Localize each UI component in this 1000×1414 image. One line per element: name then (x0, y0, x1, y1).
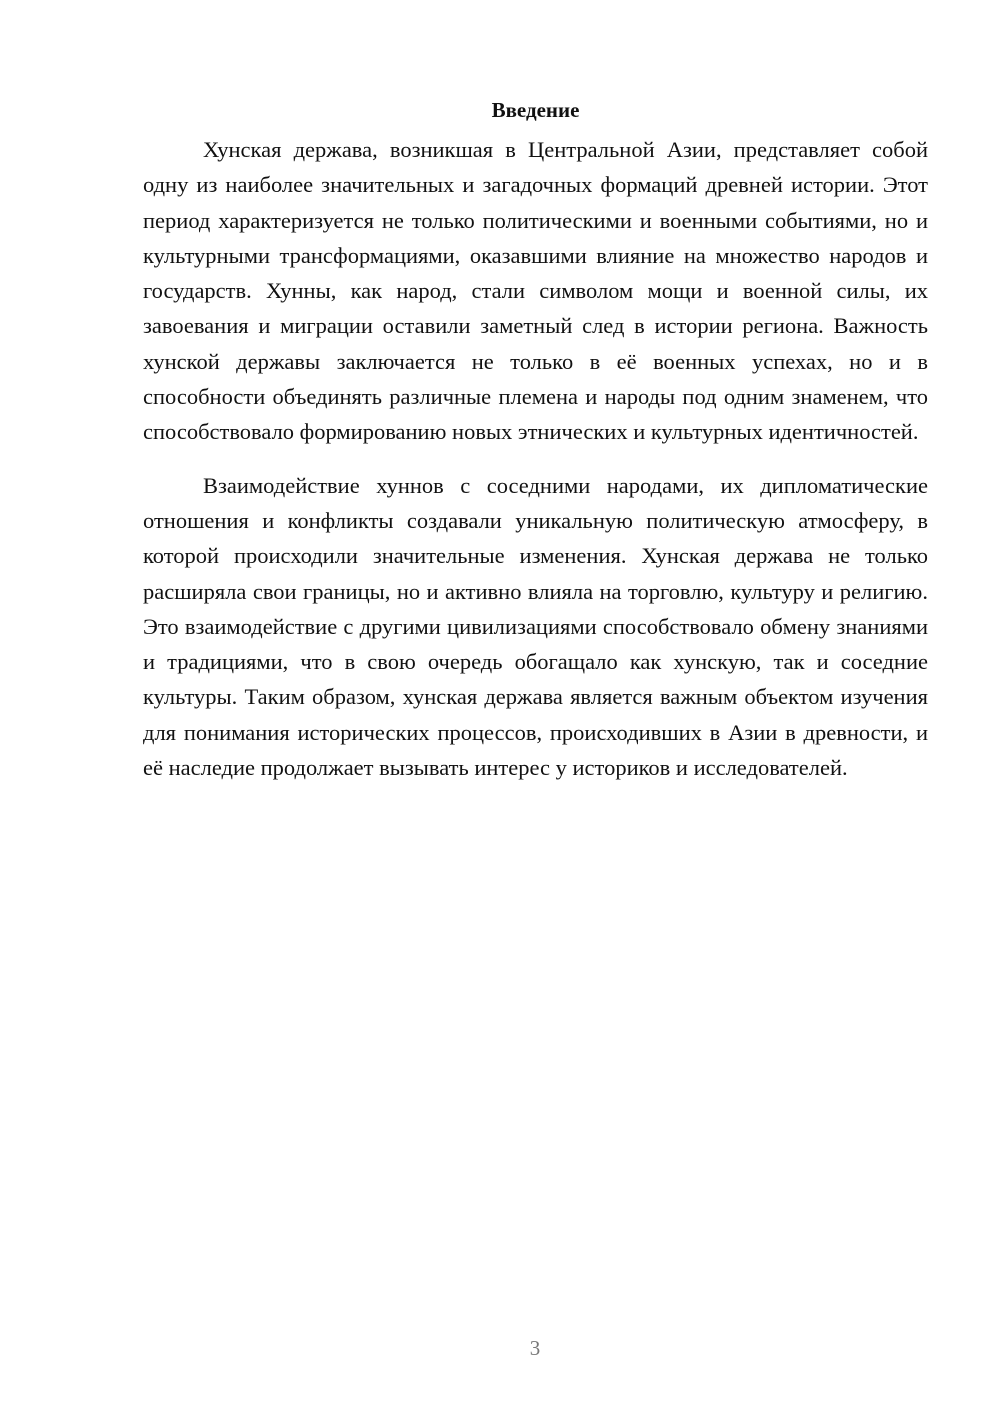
section-heading: Введение (491, 98, 580, 122)
paragraph-1: Хунская держава, возникшая в Центральной Азии, представляет собой одну из наиболее значительных и загадочных формаций древней истории. Этот период характеризуется не только политическими и военными событиями, но и культурными трансформациями, оказавшими влияние на множество народов и государств. Хунны, как народ, стали символом мощи и военной силы, их завоевания и миграции оставили заметный след в истории региона. Важность хунской державы заключается не только в её военных успехах, но и в способности объединять различные племена и народы под одним знаменем, что способствовало формированию новых этнических и культурных идентичностей. (143, 137, 928, 445)
paragraph-2: Взаимодействие хуннов с соседними народами, их дипломатические отношения и конфликты создавали уникальную политическую атмосферу, в которой происходили значительные изменения. Хунская держава не только расширяла свои границы, но и активно влияла на торговлю, культуру и религию. Это взаимодействие с другими цивилизациями способствовало обмену знаниями и традициями, что в свою очередь обогащало как хунскую, так и соседние культуры. Таким образом, хунская держава является важным объектом изучения для понимания исторических процессов, происходивших в Азии в древности, и её наследие продолжает вызывать интерес у историков и исследователей. (143, 472, 928, 781)
page-body (143, 96, 928, 785)
page-number: 3 (529, 1336, 541, 1360)
